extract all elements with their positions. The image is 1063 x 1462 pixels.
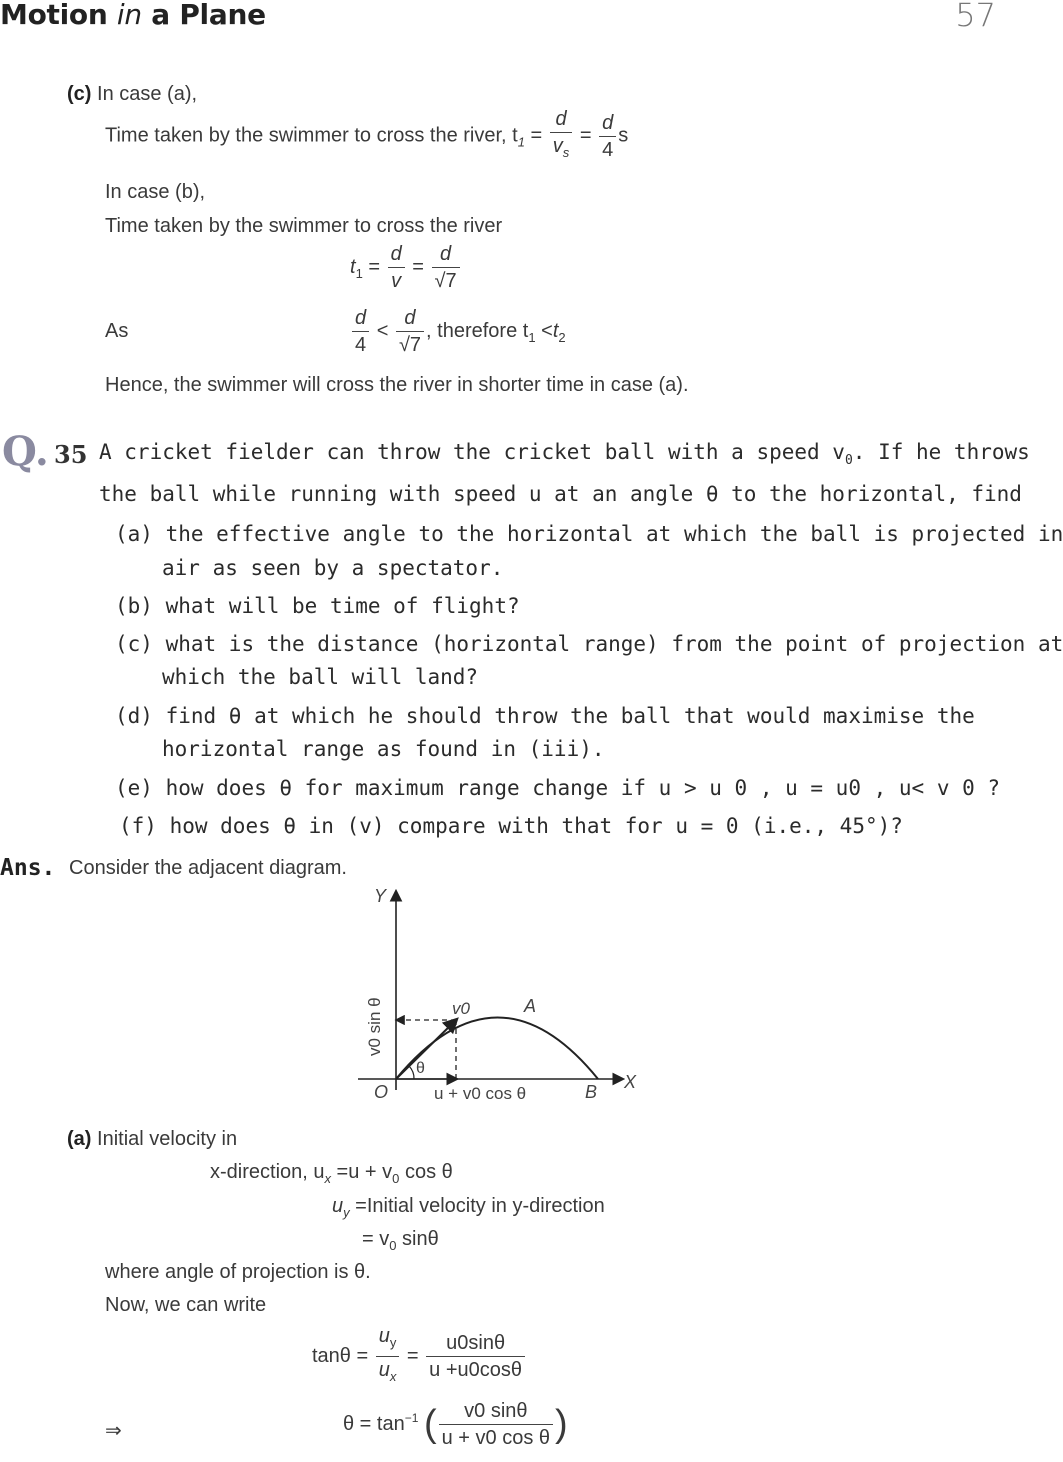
part-c-hence: Hence, the swimmer will cross the river in shorter time in case (a). — [105, 374, 689, 396]
origin-label: O — [374, 1082, 389, 1102]
theta-label: θ — [416, 1060, 425, 1077]
question-item-b: (b) what will be time of flight? — [115, 594, 520, 618]
part-c-case-b: In case (b), — [105, 181, 206, 203]
question-item-c-cont: which the ball will land? — [162, 665, 479, 689]
part-a-ux: x-direction, $u_x =u + v_0$ cos θ — [210, 1161, 453, 1186]
part-a-line-1: (a) Initial velocity in — [67, 1128, 238, 1150]
question-line-1: A cricket fielder can throw the cricket ball with a speed $v_0$. If he throws — [99, 440, 1030, 469]
x-axis-label: X — [624, 1072, 637, 1092]
part-c-time-b: Time taken by the swimmer to cross the river — [105, 215, 503, 237]
velocity-arrow — [396, 1020, 456, 1079]
question-item-f: (f) how does θ in (v) compare with that for u = 0 (i.e., 45°)? — [119, 814, 903, 838]
question-line-2: the ball while running with speed u at an angle θ to the horizontal, find — [99, 482, 1022, 506]
part-a-tan-eq: tanθ = $\frac{u_y}{u_x}$ = $\frac{u0\sin\theta}{u +u0\cos\theta}$ — [312, 1323, 527, 1390]
part-c-eq-b: $t_1$ = $\frac{d}{v}$ = $\frac{d}{√7}$ — [350, 241, 462, 294]
question-item-a-cont: air as seen by a spectator. — [162, 556, 504, 580]
part-c-compare: $\frac{d}{4}$ < $\frac{d}{√7}$ , therefore $t_1 <t_2$ — [350, 305, 566, 358]
question-item-d: (d) find θ at which he should throw the ball that would maximise the — [115, 704, 975, 728]
part-a-uy-value: = $v_0$ sinθ — [362, 1228, 439, 1253]
part-c-time-a: Time taken by the swimmer to cross the river, $t_1$ = $\frac{d}{v_s}$ = $\frac{d}{4}$ s — [105, 108, 629, 161]
part-c-as: As — [105, 320, 129, 342]
question-item-e: (e) how does θ for maximum range change if u > u 0 , u = u0 , u< v 0 ? — [115, 776, 1001, 800]
question-item-d-cont: horizontal range as found in (iii). — [162, 737, 605, 761]
implies-symbol: ⇒ — [105, 1420, 122, 1442]
theta-arc — [409, 1066, 414, 1079]
y-axis-label: Y — [374, 886, 387, 906]
chapter-title: Motion in a Plane — [0, 0, 266, 31]
vertical-component-label: v0 sin θ — [365, 997, 384, 1056]
horizontal-component-label: u + v0 cos θ — [434, 1084, 527, 1103]
question-item-a: (a) the effective angle to the horizontal at which the ball is projected in — [115, 522, 1063, 546]
part-a-theta-eq: $\theta = \tan^{-1}$ ( $\frac{v0 \sin\theta}{\text{u + v0 cos θ}}$ ) — [343, 1400, 568, 1449]
part-a-where: where angle of projection is θ. — [105, 1261, 371, 1283]
question-item-c: (c) what is the distance (horizontal range) from the point of projection at — [115, 632, 1063, 656]
page-number: 57 — [955, 0, 996, 34]
landing-label: B — [585, 1082, 598, 1102]
apex-label: A — [524, 996, 537, 1016]
part-c-line-1: (c) In case (a), — [67, 83, 198, 105]
answer-intro: Consider the adjacent diagram. — [69, 857, 347, 879]
projectile-diagram — [340, 880, 650, 1110]
part-a-uy: $u_y$ =Initial velocity in y-direction — [332, 1195, 605, 1220]
part-a-now: Now, we can write — [105, 1294, 267, 1316]
question-number: 35 — [54, 440, 88, 469]
question-marker: Q. — [2, 428, 49, 475]
answer-label: Ans. — [0, 855, 56, 881]
v0-label: v0 — [452, 999, 470, 1018]
